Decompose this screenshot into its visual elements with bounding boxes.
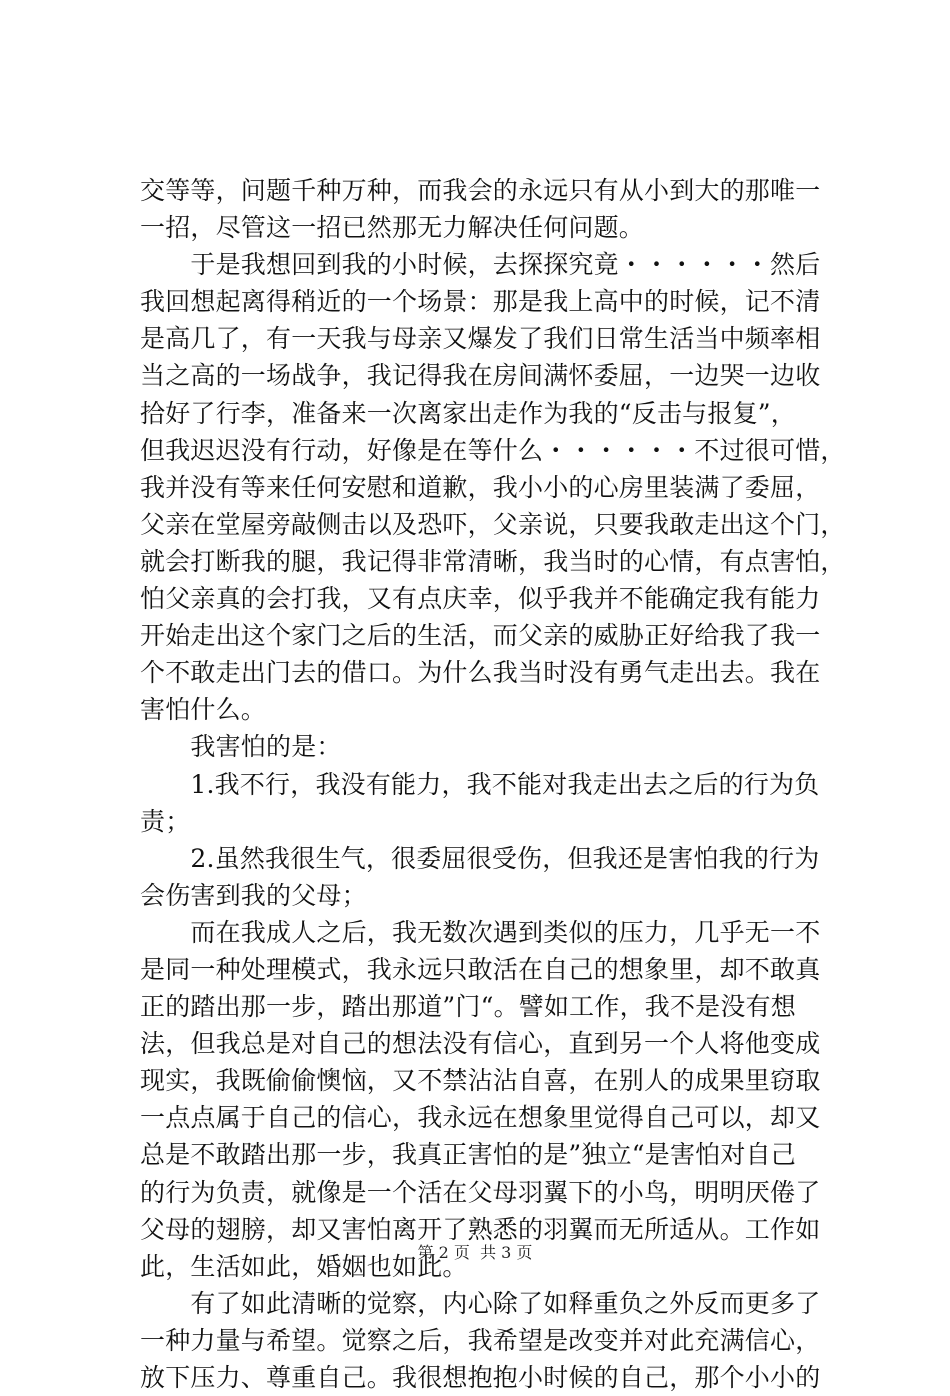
text-line: 正的踏出那一步，踏出那道”门“。譬如工作，我不是没有想	[140, 992, 796, 1022]
text-line: 害怕什么。	[140, 695, 267, 725]
text-line: 一点点属于自己的信心，我永远在想象里觉得自己可以，却又	[140, 1103, 821, 1133]
text-line: 当之高的一场战争，我记得我在房间满怀委屈，一边哭一边收	[140, 361, 821, 391]
text-line: 2.虽然我很生气，很委屈很受伤，但我还是害怕我的行为	[140, 843, 820, 873]
text-line: 父母的翅膀，却又害怕离开了熟悉的羽翼而无所适从。工作如	[140, 1214, 821, 1244]
text-line: 拾好了行李，准备来一次离家出走作为我的“反击与报复”，	[140, 398, 796, 428]
text-line: 会伤害到我的父母；	[140, 880, 367, 910]
text-line: 此，生活如此，婚姻也如此。	[140, 1251, 468, 1281]
text-line: 一种力量与希望。觉察之后，我希望是改变并对此充满信心，	[140, 1325, 821, 1355]
text-line: 开始走出这个家门之后的生活，而父亲的威胁正好给我了我一	[140, 621, 821, 651]
text-line: 而在我成人之后，我无数次遇到类似的压力，几乎无一不	[140, 917, 821, 947]
page-footer: 第 2 页 共 3 页	[417, 1243, 533, 1262]
text-line: 父亲在堂屋旁敲侧击以及恐吓，父亲说，只要我敢走出这个门，	[140, 509, 846, 539]
body-text	[140, 172, 846, 1396]
text-line: 我害怕的是：	[140, 732, 342, 762]
text-line: 有了如此清晰的觉察，内心除了如释重负之外反而更多了	[140, 1288, 821, 1318]
text-line: 我并没有等来任何安慰和道歉，我小小的心房里装满了委屈，	[140, 472, 821, 502]
text-line: 但我迟迟没有行动，好像是在等什么・・・・・・不过很可惜，	[140, 435, 846, 465]
text-line: 于是我想回到我的小时候，去探探究竟・・・・・・然后	[140, 250, 821, 280]
text-line: 现实，我既偷偷懊恼，又不禁沾沾自喜，在别人的成果里窃取	[140, 1066, 821, 1096]
text-line: 一招，尽管这一招已然那无力解决任何问题。	[140, 213, 645, 243]
text-line: 总是不敢踏出那一步，我真正害怕的是”独立“是害怕对自己	[140, 1140, 796, 1170]
text-line: 个不敢走出门去的借口。为什么我当时没有勇气走出去。我在	[140, 658, 821, 688]
text-line: 是高几了，有一天我与母亲又爆发了我们日常生活当中频率相	[140, 324, 821, 354]
text-line: 怕父亲真的会打我，又有点庆幸，似乎我并不能确定我有能力	[140, 584, 821, 614]
text-line: 的行为负责，就像是一个活在父母羽翼下的小鸟，明明厌倦了	[140, 1177, 821, 1207]
text-line: 我回想起离得稍近的一个场景：那是我上高中的时候，记不清	[140, 287, 821, 317]
text-line: 交等等，问题千种万种，而我会的永远只有从小到大的那唯一	[140, 176, 821, 205]
text-line: 是同一种处理模式，我永远只敢活在自己的想象里，却不敢真	[140, 954, 821, 984]
text-line: 放下压力、尊重自己。我很想抱抱小时候的自己，那个小小的	[140, 1363, 821, 1392]
text-line: 法，但我总是对自己的想法没有信心，直到另一个人将他变成	[140, 1029, 821, 1059]
text-line: 责；	[140, 806, 191, 836]
text-line: 1.我不行，我没有能力，我不能对我走出去之后的行为负	[140, 769, 820, 799]
text-line: 就会打断我的腿，我记得非常清晰，我当时的心情，有点害怕，	[140, 546, 846, 576]
